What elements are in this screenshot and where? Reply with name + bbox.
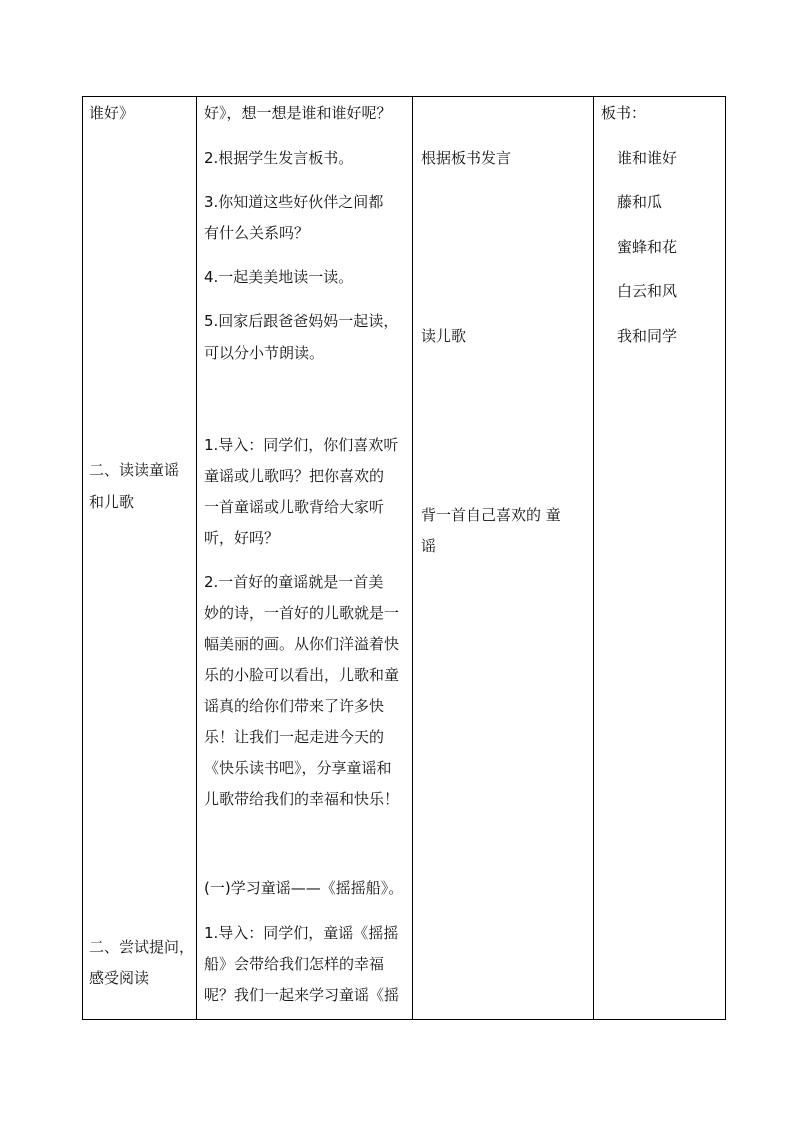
blackboard-item: 蜜蜂和花 <box>617 238 678 256</box>
section-heading: 感受阅读 <box>89 969 150 987</box>
teacher-text: 乐的小脸可以看出，儿歌和童 <box>204 666 400 684</box>
teacher-text: 有什么关系吗？ <box>204 224 310 242</box>
teacher-text: 《快乐读书吧》，分享童谣和 <box>204 759 392 777</box>
teacher-text: 呢？我们一起来学习童谣《摇 <box>204 986 400 1004</box>
teacher-text: 听，好吗？ <box>204 529 280 547</box>
column-blackboard <box>594 97 726 1020</box>
table-row <box>83 97 726 1020</box>
teacher-text: 1.导入：同学们，你们喜欢听 <box>204 436 399 454</box>
teacher-text: (一)学习童谣——《摇摇船》。 <box>204 879 404 897</box>
teacher-text: 3.你知道这些好伙伴之间都 <box>204 193 384 211</box>
lesson-plan-table <box>82 96 726 1020</box>
teacher-text: 谣真的给你们带来了许多快 <box>204 697 385 715</box>
column-teacher-activity <box>197 97 413 1020</box>
teacher-text: 乐！让我们一起走进今天的 <box>204 728 385 746</box>
blackboard-item: 谁和谁好 <box>617 149 678 167</box>
student-text: 谣 <box>421 537 437 555</box>
student-text: 根据板书发言 <box>421 149 512 167</box>
teacher-text: 童谣或儿歌吗？把你喜欢的 <box>204 467 385 485</box>
section-text: 谁好》 <box>89 104 135 122</box>
teacher-text: 幅美丽的画。从你们洋溢着快 <box>204 635 400 653</box>
teacher-text: 儿歌带给我们的幸福和快乐！ <box>204 790 400 808</box>
teacher-text: 一首童谣或儿歌背给大家听 <box>204 498 385 516</box>
teacher-text: 可以分小节朗读。 <box>204 344 325 362</box>
student-text: 读儿歌 <box>421 327 467 345</box>
teacher-text: 2.一首好的童谣就是一首美 <box>204 573 384 591</box>
blackboard-item: 我和同学 <box>617 327 678 345</box>
section-heading: 二、读读童谣 <box>89 461 180 479</box>
column-student-activity <box>413 97 594 1020</box>
teacher-text: 5.回家后跟爸爸妈妈一起读， <box>204 312 399 330</box>
section-heading: 二、尝试提问， <box>89 938 195 956</box>
teacher-text: 4.一起美美地读一读。 <box>204 268 354 286</box>
blackboard-item: 白云和风 <box>617 282 678 300</box>
teacher-text: 好》，想一想是谁和谁好呢？ <box>204 104 392 122</box>
teacher-text: 2.根据学生发言板书。 <box>204 149 354 167</box>
column-section <box>83 97 197 1020</box>
blackboard-item: 藤和瓜 <box>617 193 663 211</box>
student-text: 背一首自己喜欢的 童 <box>421 506 561 524</box>
teacher-text: 1.导入：同学们，童谣《摇摇 <box>204 924 399 942</box>
teacher-text: 妙的诗，一首好的儿歌就是一 <box>204 604 400 622</box>
section-heading: 和儿歌 <box>89 493 135 511</box>
teacher-text: 船》会带给我们怎样的幸福 <box>204 955 385 973</box>
blackboard-title: 板书： <box>601 104 647 122</box>
